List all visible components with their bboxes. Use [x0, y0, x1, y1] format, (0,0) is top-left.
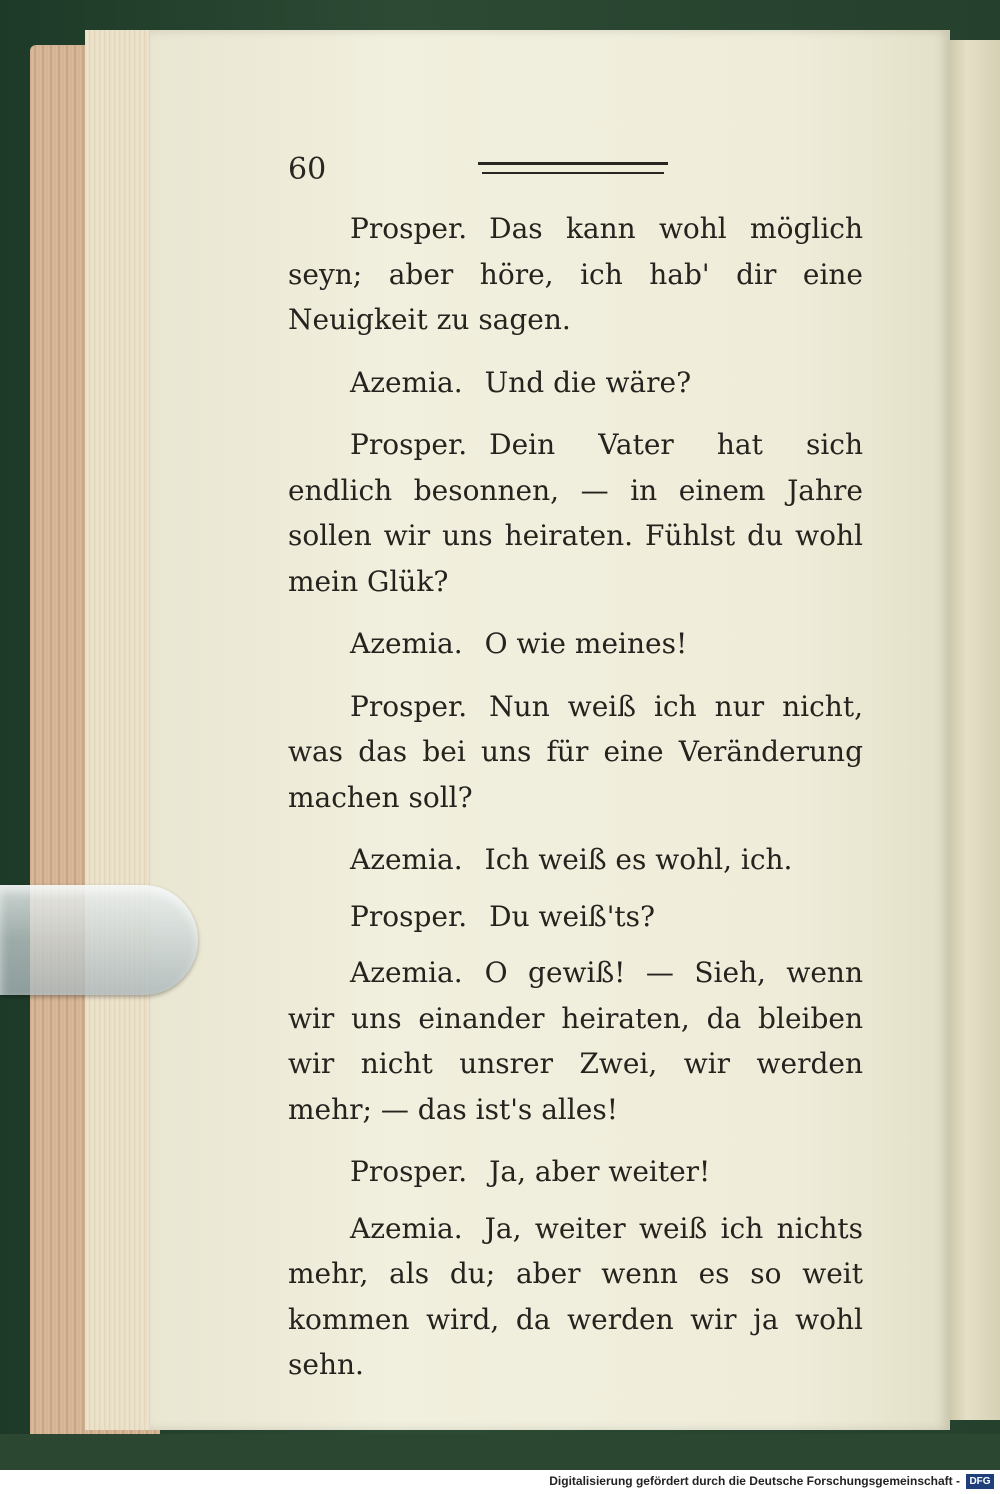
speech: Und die wäre?: [484, 365, 692, 399]
speaker-name: Prosper.: [350, 428, 468, 461]
dialogue-text: [288, 206, 863, 1405]
speech: O wie meines!: [484, 627, 688, 660]
header-rule: [478, 162, 668, 165]
page-number: 60: [288, 152, 327, 187]
dialogue-entry: [288, 206, 863, 343]
speech: Nun weiß ich nur nicht, was das bei uns für eine Veränderung machen soll?: [288, 689, 863, 814]
speaker-name: Prosper.: [350, 689, 468, 723]
dfg-logo: DFG: [966, 1474, 994, 1489]
book-right-edge: [945, 40, 1000, 1420]
speech: Das kann wohl möglich seyn; aber höre, ich hab' dir eine Neuigkeit zu sagen.: [288, 212, 863, 336]
speech: Du weiß'ts?: [489, 899, 656, 933]
speaker-name: Azemia.: [350, 365, 463, 399]
dialogue-entry: [288, 422, 863, 604]
footer-bar: [0, 1470, 1000, 1494]
dialogue-entry: [288, 360, 863, 406]
dialogue-entry: [288, 950, 863, 1132]
speech: O gewiß! — Sieh, wenn wir uns einander heiraten, da bleiben wir nicht unsrer Zwei, wir werden mehr; — das ist's alles!: [288, 956, 863, 1126]
dialogue-entry: [288, 894, 863, 940]
speaker-name: Prosper.: [350, 212, 468, 245]
speech: Ich weiß es wohl, ich.: [484, 843, 793, 876]
speaker-name: Azemia.: [350, 1211, 463, 1245]
dialogue-entry: [288, 684, 863, 821]
header-rule-thin: [482, 172, 664, 174]
speech: Ja, weiter weiß ich nichts mehr, als du; aber wenn es so weit kommen wird, da werden wir ja wohl sehn.: [288, 1211, 863, 1381]
dialogue-entry: [288, 621, 863, 667]
page-holder-clip: [0, 885, 198, 995]
dialogue-entry: [288, 1149, 863, 1195]
speech: Dein Vater hat sich endlich besonnen, — in einem Jahre sollen wir uns heiraten. Fühlst du wohl mein Glük?: [288, 428, 863, 598]
scan-bottom-strip: [0, 1434, 1000, 1470]
speaker-name: Prosper.: [350, 899, 468, 933]
dialogue-entry: [288, 1206, 863, 1388]
footer-credit: Digitalisierung gefördert durch die Deutsche Forschungsgemeinschaft -: [549, 1474, 960, 1488]
speaker-name: Azemia.: [350, 956, 463, 989]
speaker-name: Azemia.: [350, 843, 463, 876]
dialogue-entry: [288, 837, 863, 883]
speaker-name: Prosper.: [350, 1155, 468, 1188]
speech: Ja, aber weiter!: [489, 1155, 711, 1188]
speaker-name: Azemia.: [350, 627, 463, 660]
